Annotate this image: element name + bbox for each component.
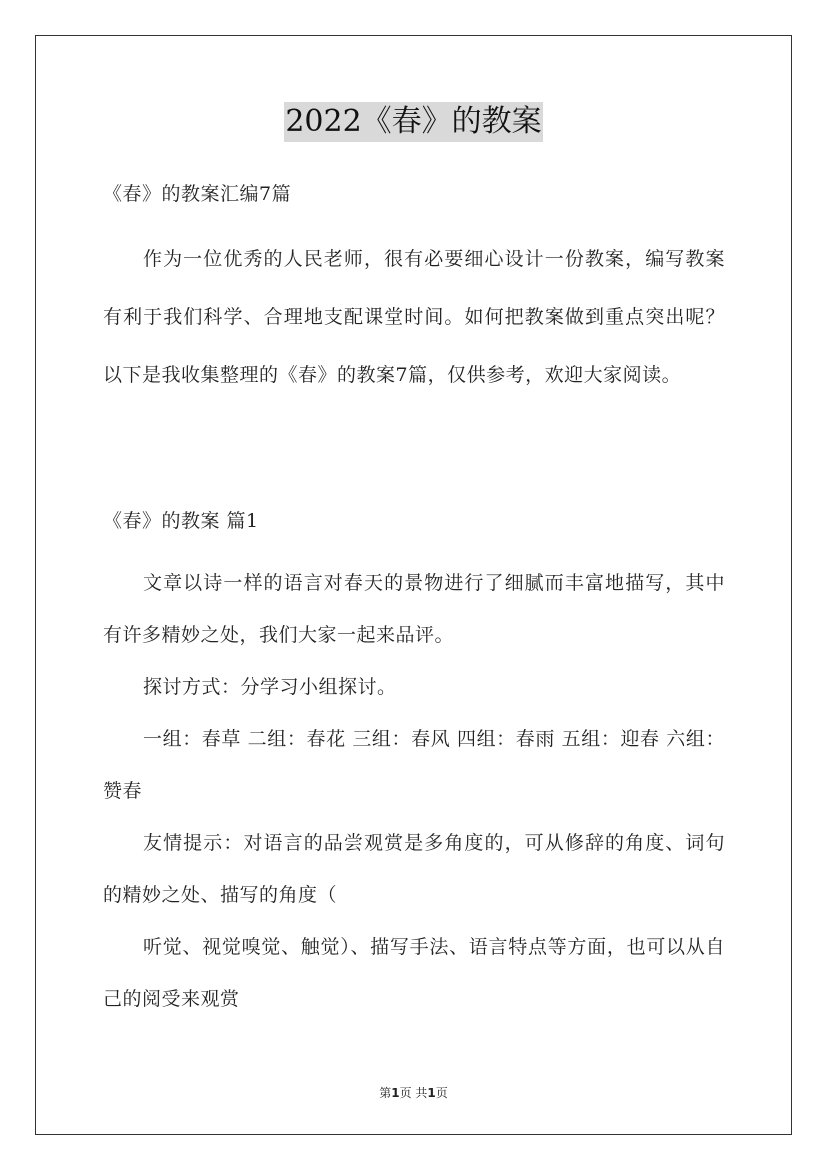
section1-heading: 《春》的教案 篇1 bbox=[103, 510, 259, 532]
document-title: 2022《春》的教案 bbox=[284, 102, 542, 142]
page-footer bbox=[0, 1084, 827, 1101]
footer-suffix: 页 bbox=[435, 1086, 448, 1100]
footer-total-pages: 1 bbox=[427, 1086, 436, 1100]
footer-current-page: 1 bbox=[391, 1086, 400, 1100]
footer-mid: 页 共 bbox=[399, 1086, 428, 1100]
paragraph-4: 友情提示：对语言的品尝观赏是多角度的，可从修辞的角度、词句的精妙之处、描写的角度（ bbox=[103, 832, 725, 906]
section-heading-block bbox=[103, 505, 725, 537]
intro-paragraph: 作为一位优秀的人民老师，很有必要细心设计一份教案，编写教案有利于我们科学、合理地支配课堂时间。如何把教案做到重点突出呢？以下是我收集整理的《春》的教案7篇，仅供参考，欢迎大家阅读。 bbox=[103, 248, 725, 386]
paragraph-5: 听觉、视觉嗅觉、触觉）、描写手法、语言特点等方面，也可以从自己的阅受来观赏 bbox=[103, 936, 725, 1010]
paragraph-3: 一组：春草 二组：春花 三组：春风 四组：春雨 五组：迎春 六组：赞春 bbox=[103, 728, 725, 802]
title-container bbox=[0, 102, 827, 142]
document-subtitle bbox=[103, 178, 725, 210]
intro-block bbox=[103, 230, 725, 404]
paragraph-1: 文章以诗一样的语言对春天的景物进行了细腻而丰富地描写，其中有许多精妙之处，我们大家一起来品评。 bbox=[103, 572, 725, 646]
section1-body bbox=[103, 557, 725, 1025]
paragraph-2: 探讨方式：分学习小组探讨。 bbox=[143, 676, 397, 698]
footer-prefix: 第 bbox=[379, 1086, 392, 1100]
subtitle-text: 《春》的教案汇编7篇 bbox=[103, 183, 292, 205]
